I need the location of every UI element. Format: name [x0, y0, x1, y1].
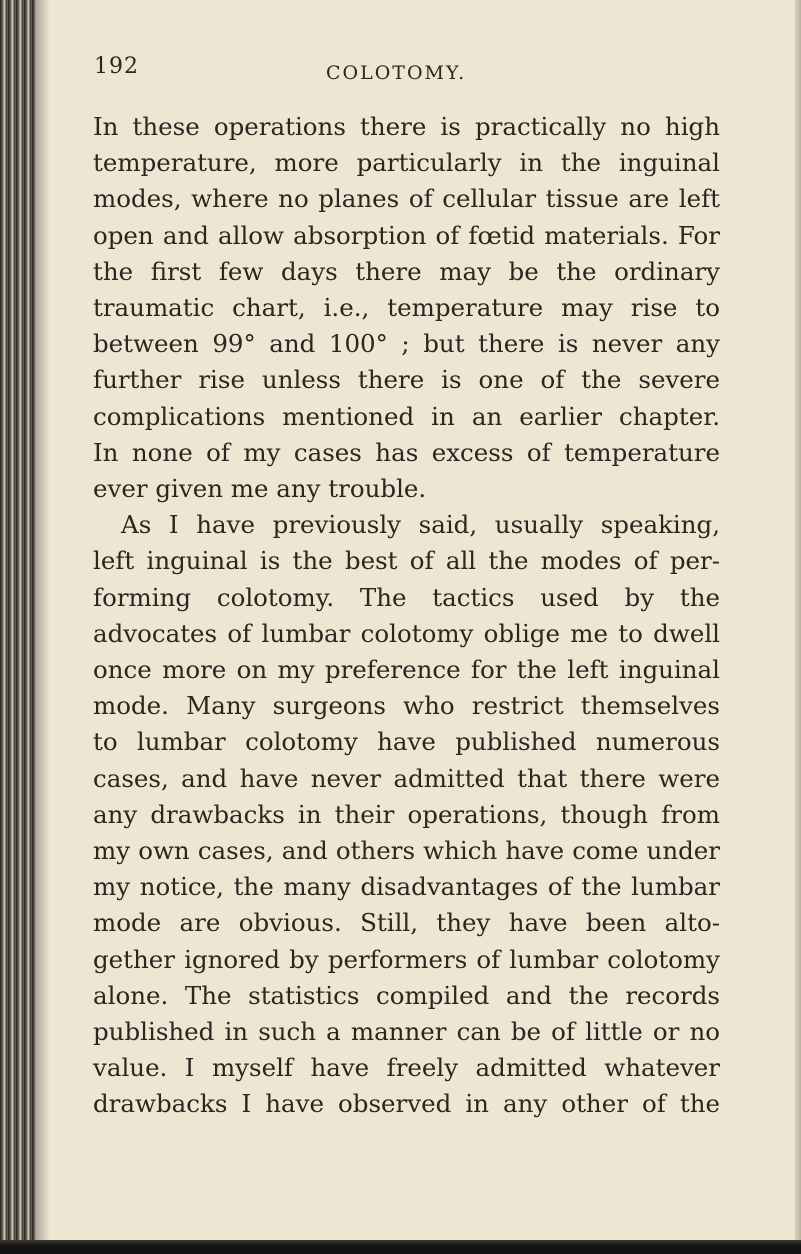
text-line: advocates of lumbar colotomy oblige me to dwell	[93, 618, 720, 648]
gutter-shadow	[36, 0, 50, 1254]
running-title: COLOTOMY.	[326, 62, 467, 84]
text-line: ever given me any trouble.	[93, 474, 427, 504]
body-text	[93, 109, 720, 1123]
text-line: left inguinal is the best of all the modes of per-	[93, 546, 720, 576]
text-line: mode. Many surgeons who restrict themselves	[93, 691, 720, 721]
text-line: my own cases, and others which have come under	[93, 836, 720, 866]
text-line: In these operations there is practically no high	[93, 112, 720, 141]
text-line: gether ignored by performers of lumbar colotomy	[93, 944, 720, 974]
text-line: my notice, the many disadvantages of the lumbar	[93, 872, 720, 902]
text-line: In none of my cases has excess of temperature	[93, 437, 720, 467]
text-line: any drawbacks in their operations, though from	[93, 799, 720, 829]
text-line: alone. The statistics compiled and the records	[93, 980, 720, 1010]
paragraph-2	[93, 507, 720, 1122]
text-line: mode are obvious. Still, they have been alto-	[93, 908, 720, 938]
text-line: traumatic chart, i.e., temperature may rise to	[93, 293, 720, 323]
text-line: open and allow absorption of fœtid materials. For	[93, 220, 720, 250]
page-right-edge	[795, 0, 801, 1254]
page-bottom-edge	[0, 1240, 801, 1254]
text-line: As I have previously said, usually speaking,	[121, 510, 720, 540]
text-line: modes, where no planes of cellular tissue are left	[93, 184, 720, 214]
text-line: published in such a manner can be of little or no	[93, 1017, 720, 1047]
text-line: further rise unless there is one of the severe	[93, 365, 720, 395]
text-line: value. I myself have freely admitted whatever	[93, 1053, 720, 1083]
text-line: forming colotomy. The tactics used by the	[93, 582, 720, 612]
text-line: complications mentioned in an earlier chapter.	[93, 401, 720, 431]
paragraph-1	[93, 109, 720, 507]
text-line: drawbacks I have observed in any other of the	[93, 1089, 720, 1119]
text-line: once more on my preference for the left inguinal	[93, 655, 720, 685]
text-line: between 99° and 100° ; but there is never any	[93, 329, 720, 359]
text-line: to lumbar colotomy have published numerous	[93, 727, 720, 757]
text-line: temperature, more particularly in the inguinal	[93, 148, 720, 178]
page-number: 192	[94, 54, 139, 79]
text-line: the first few days there may be the ordinary	[93, 256, 720, 286]
text-line: cases, and have never admitted that there were	[93, 763, 720, 793]
book-binding-edge	[0, 0, 36, 1254]
